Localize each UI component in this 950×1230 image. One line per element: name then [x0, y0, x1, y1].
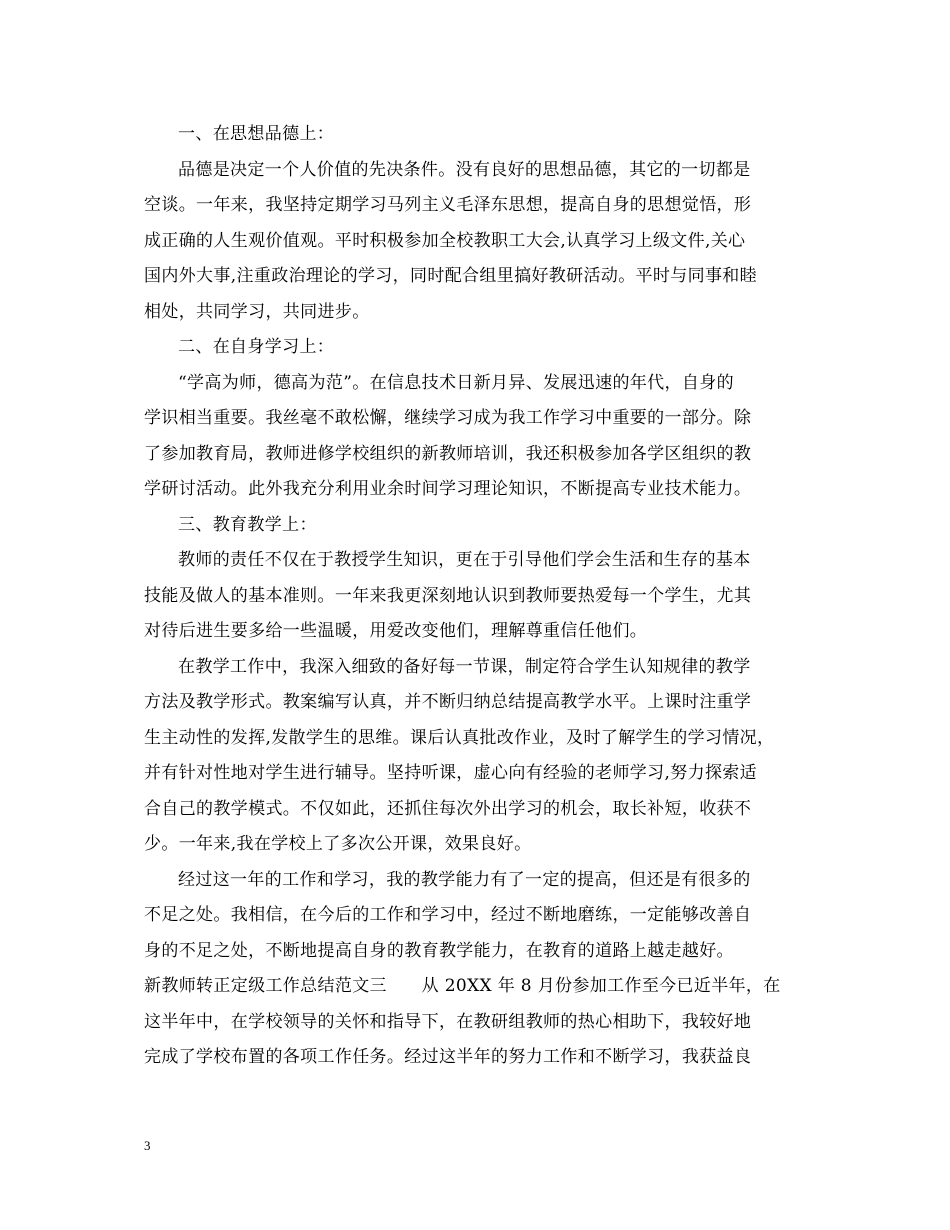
heading-self-study: 二、在自身学习上： [178, 337, 335, 357]
paragraph-line: 身的不足之处，不断地提高自身的教育教学能力，在教育的道路上越走越好。 [144, 940, 734, 961]
paragraph-line: 方法及教学形式。教案编写认真，并不断归纳总结提高教学水平。上课时注重学 [144, 692, 752, 712]
paragraph-line: 国内外大事,注重政治理论的学习，同时配合组里搞好教研活动。平时与同事和睦 [144, 266, 758, 286]
paragraph-line: 并有针对性地对学生进行辅导。坚持听课，虚心向有经验的老师学习,努力探索适 [144, 763, 758, 783]
document-body [144, 117, 800, 1076]
paragraph-line: 经过这一年的工作和学习，我的教学能力有了一定的提高，但还是有很多的 [178, 869, 751, 890]
paragraph-line: 少。一年来,我在学校上了多次公开课，效果良好。 [144, 834, 532, 854]
heading-teaching: 三、教育教学上： [178, 514, 317, 535]
paragraph-line: 学研讨活动。此外我充分利用业余时间学习理论知识，不断提高专业技术能力。 [144, 479, 752, 499]
paragraph-line: 合自己的教学模式。不仅如此，还抓住每次外出学习的机会，取长补短，收获不 [144, 798, 752, 819]
paragraph-line: 品德是决定一个人价值的先决条件。没有良好的思想品德，其它的一切都是 [178, 159, 751, 180]
paragraph-line: 学识相当重要。我丝毫不敢松懈，继续学习成为我工作学习中重要的一部分。除 [144, 408, 752, 428]
paragraph-line: 了参加教育局，教师进修学校组织的新教师培训，我还积极参加各学区组织的教 [144, 443, 752, 464]
section-title-line: 新教师转正定级工作总结范文三 从 20XX 年 8 月份参加工作至今已近半年，在 [144, 976, 781, 996]
paragraph-line: 教师的责任不仅在于教授学生知识，更在于引导他们学会生活和生存的基本 [178, 550, 751, 570]
heading-moral: 一、在思想品德上： [178, 124, 335, 144]
paragraph-line: 对待后进生要多给一些温暖，用爱改变他们，理解尊重信任他们。 [144, 621, 648, 641]
paragraph-line: 生主动性的发挥,发散学生的思维。课后认真批改作业，及时了解学生的学习情况， [144, 727, 775, 748]
page-number: 3 [144, 1138, 151, 1153]
paragraph-line: 相处，共同学习，共同进步。 [144, 301, 370, 322]
paragraph-line: 不足之处。我相信，在今后的工作和学习中，经过不断地磨练，一定能够改善自 [144, 905, 752, 925]
paragraph-line: 这半年中，在学校领导的关怀和指导下，在教研组教师的热心相助下，我较好地 [144, 1011, 752, 1032]
paragraph-line: 空谈。一年来，我坚持定期学习马列主义毛泽东思想，提高自身的思想觉悟，形 [144, 195, 752, 215]
paragraph-line: 技能及做人的基本准则。一年来我更深刻地认识到教师要热爱每一个学生，尤其 [144, 585, 752, 606]
paragraph-line: “学高为师，德高为范”。在信息技术日新月异、发展迅速的年代，自身的 [178, 372, 734, 393]
paragraph-line: 在教学工作中，我深入细致的备好每一节课，制定符合学生认知规律的教学 [178, 656, 751, 677]
paragraph-line: 成正确的人生观价值观。平时积极参加全校教职工大会,认真学习上级文件,关心 [144, 230, 746, 251]
paragraph-line: 完成了学校布置的各项工作任务。经过这半年的努力工作和不断学习，我获益良 [144, 1047, 752, 1067]
